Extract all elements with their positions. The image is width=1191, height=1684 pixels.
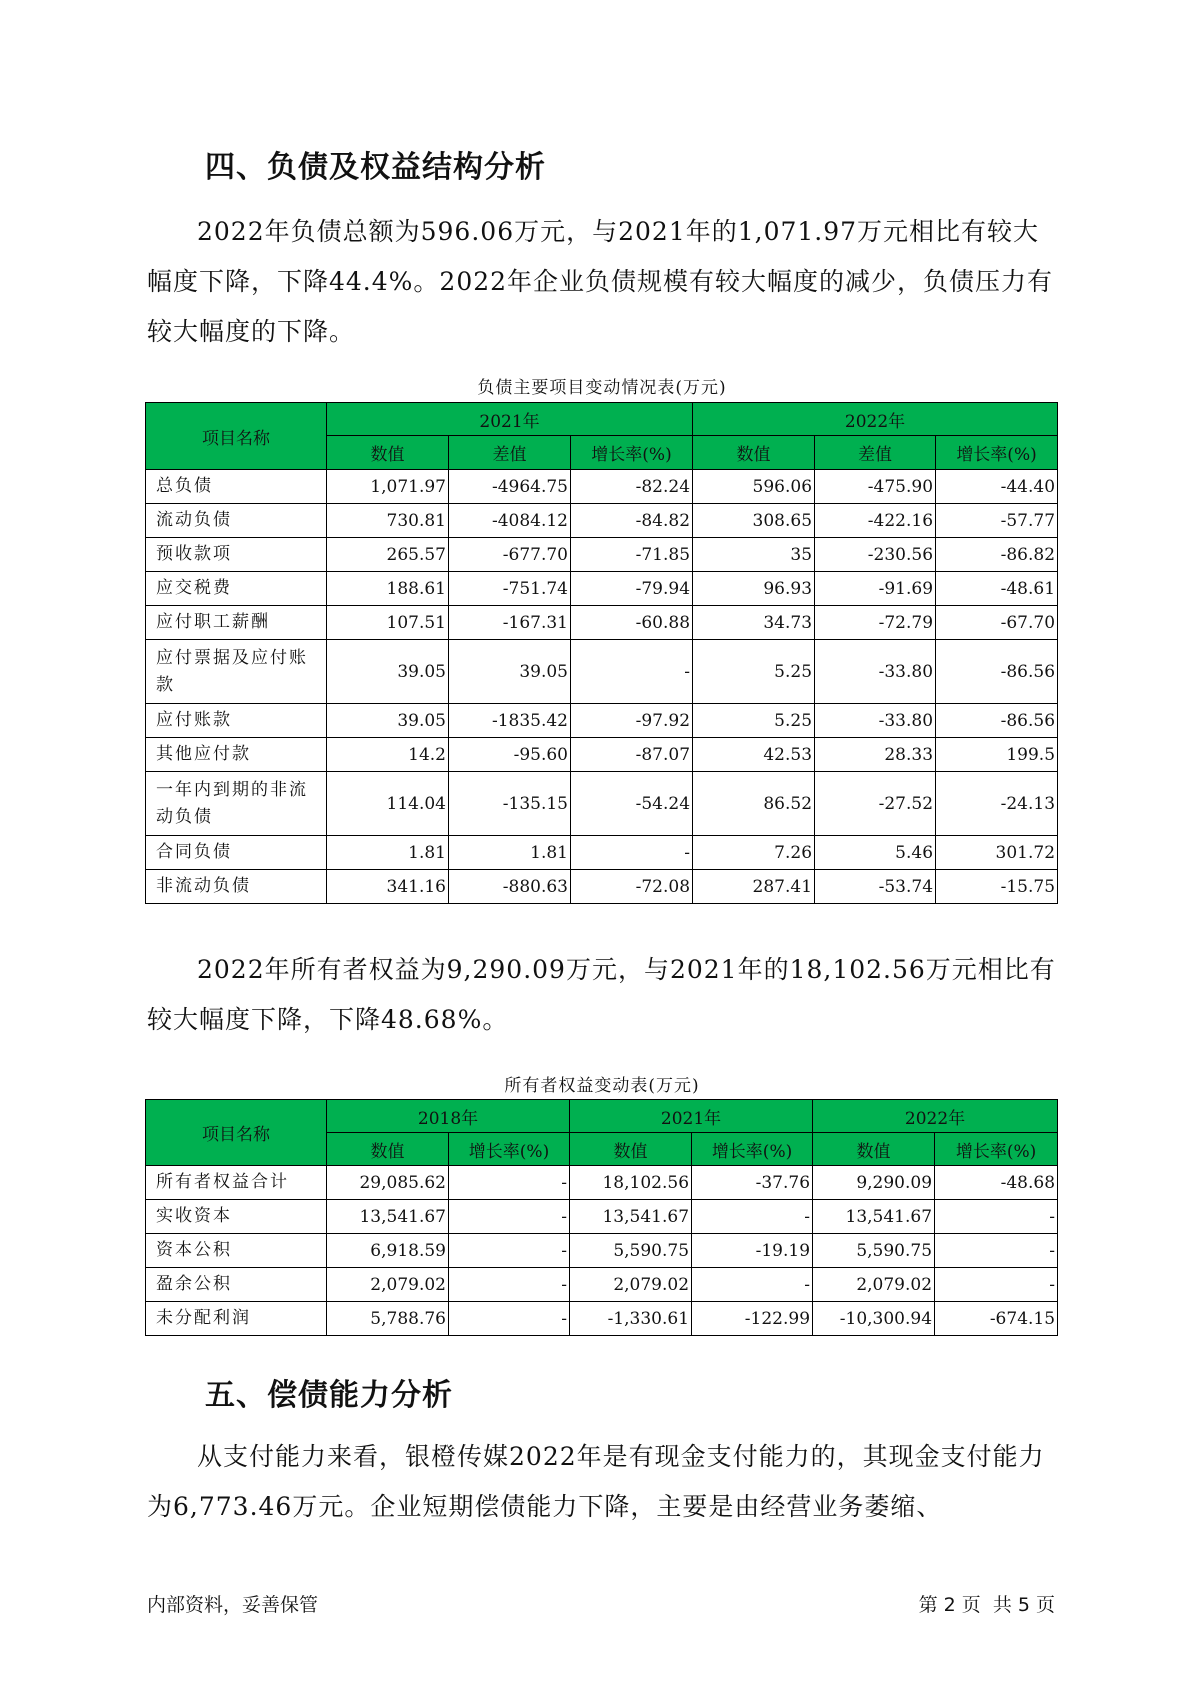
table-cell: -53.74 <box>815 870 936 904</box>
footer-confidential-note: 内部资料，妥善保管 <box>147 1594 319 1616</box>
table-cell: -1,330.61 <box>570 1302 692 1336</box>
table-cell: 5,788.76 <box>327 1302 449 1336</box>
table-cell: 7.26 <box>693 836 815 870</box>
table-cell: 5.25 <box>693 704 815 738</box>
row-label: 一年内到期的非流动负债 <box>146 772 327 836</box>
row-label: 应交税费 <box>146 572 327 606</box>
table-cell: -54.24 <box>571 772 693 836</box>
row-label: 总负债 <box>146 470 327 504</box>
table-row <box>146 1268 1058 1302</box>
table-cell: -57.77 <box>936 504 1058 538</box>
table-row <box>146 870 1058 904</box>
debt-subheader: 增长率(%) <box>571 436 693 470</box>
equity-year-header: 2018年 <box>327 1100 570 1133</box>
equity-item-header: 项目名称 <box>146 1100 327 1166</box>
table-cell: -880.63 <box>449 870 571 904</box>
table-cell: -230.56 <box>815 538 936 572</box>
table-cell: -33.80 <box>815 640 936 704</box>
table-cell: 107.51 <box>327 606 449 640</box>
table-cell: 13,541.67 <box>570 1200 692 1234</box>
paragraph-solvency: 从支付能力来看，银橙传媒2022年是有现金支付能力的，其现金支付能力为6,773.46万元。企业短期偿债能力下降，主要是由经营业务萎缩、 <box>147 1442 1045 1521</box>
table-cell: -10,300.94 <box>813 1302 935 1336</box>
table-cell: - <box>449 1268 570 1302</box>
table-cell: 265.57 <box>327 538 449 572</box>
table-cell: -84.82 <box>571 504 693 538</box>
table-cell: 596.06 <box>693 470 815 504</box>
table-cell: - <box>571 836 693 870</box>
table-cell: -751.74 <box>449 572 571 606</box>
table-cell: -167.31 <box>449 606 571 640</box>
table-cell: 13,541.67 <box>327 1200 449 1234</box>
table-cell: 18,102.56 <box>570 1166 692 1200</box>
row-label: 非流动负债 <box>146 870 327 904</box>
table-cell: -135.15 <box>449 772 571 836</box>
debt-subheader: 差值 <box>449 436 571 470</box>
table-cell: -86.56 <box>936 704 1058 738</box>
table-cell: - <box>449 1234 570 1268</box>
debt-subheader: 增长率(%) <box>936 436 1058 470</box>
debt-year-header: 2021年 <box>327 403 693 436</box>
table-cell: -48.61 <box>936 572 1058 606</box>
equity-subheader: 增长率(%) <box>935 1133 1058 1166</box>
table-row <box>146 1302 1058 1336</box>
row-label: 应付票据及应付账款 <box>146 640 327 704</box>
table-cell: 96.93 <box>693 572 815 606</box>
table-cell: -71.85 <box>571 538 693 572</box>
row-label: 应付职工薪酬 <box>146 606 327 640</box>
table-cell: 2,079.02 <box>327 1268 449 1302</box>
debt-subheader: 数值 <box>327 436 449 470</box>
table-cell: -91.69 <box>815 572 936 606</box>
equity-subheader: 数值 <box>813 1133 935 1166</box>
table-cell: 42.53 <box>693 738 815 772</box>
table-cell: 9,290.09 <box>813 1166 935 1200</box>
table-cell: -674.15 <box>935 1302 1058 1336</box>
table-cell: -4964.75 <box>449 470 571 504</box>
table-row <box>146 640 1058 704</box>
table-cell: 2,079.02 <box>813 1268 935 1302</box>
table-row <box>146 704 1058 738</box>
table-row <box>146 538 1058 572</box>
table-cell: -67.70 <box>936 606 1058 640</box>
table-cell: 13,541.67 <box>813 1200 935 1234</box>
table-cell: -82.24 <box>571 470 693 504</box>
table-cell: -24.13 <box>936 772 1058 836</box>
table-cell: -72.79 <box>815 606 936 640</box>
equity-year-header: 2021年 <box>570 1100 813 1133</box>
table-cell: 308.65 <box>693 504 815 538</box>
table-cell: 730.81 <box>327 504 449 538</box>
paragraph-debt-summary: 2022年负债总额为596.06万元，与2021年的1,071.97万元相比有较大幅度下降，下降44.4%。2022年企业负债规模有较大幅度的减少，负债压力有较大幅度的下降。 <box>147 217 1054 346</box>
debt-subheader: 差值 <box>815 436 936 470</box>
equity-subheader: 增长率(%) <box>692 1133 813 1166</box>
table-cell: -97.92 <box>571 704 693 738</box>
table-cell: 2,079.02 <box>570 1268 692 1302</box>
table-cell: 199.5 <box>936 738 1058 772</box>
section-heading-debt-equity: 四、负债及权益结构分析 <box>205 150 546 185</box>
debt-subheader: 数值 <box>693 436 815 470</box>
table-cell: -1835.42 <box>449 704 571 738</box>
table-cell: -95.60 <box>449 738 571 772</box>
table-cell: - <box>935 1200 1058 1234</box>
table-cell: - <box>935 1234 1058 1268</box>
table-cell: 39.05 <box>449 640 571 704</box>
table-cell: -422.16 <box>815 504 936 538</box>
table-cell: 5,590.75 <box>813 1234 935 1268</box>
table-cell: 341.16 <box>327 870 449 904</box>
row-label: 其他应付款 <box>146 738 327 772</box>
table-cell: 29,085.62 <box>327 1166 449 1200</box>
table-cell: -37.76 <box>692 1166 813 1200</box>
table-cell: -60.88 <box>571 606 693 640</box>
table-cell: 188.61 <box>327 572 449 606</box>
table-cell: 5,590.75 <box>570 1234 692 1268</box>
table-cell: -122.99 <box>692 1302 813 1336</box>
row-label: 资本公积 <box>146 1234 327 1268</box>
paragraph-equity-summary: 2022年所有者权益为9,290.09万元，与2021年的18,102.56万元相比有较大幅度下降，下降48.68%。 <box>147 955 1056 1034</box>
table-cell: - <box>571 640 693 704</box>
table-row <box>146 738 1058 772</box>
equity-table-caption: 所有者权益变动表(万元) <box>504 1076 700 1096</box>
table-cell: 1.81 <box>449 836 571 870</box>
table-row <box>146 572 1058 606</box>
debt-year-header: 2022年 <box>693 403 1058 436</box>
table-cell: -48.68 <box>935 1166 1058 1200</box>
table-cell: 34.73 <box>693 606 815 640</box>
equity-table <box>145 1099 1058 1336</box>
table-cell: 39.05 <box>327 640 449 704</box>
table-row <box>146 1166 1058 1200</box>
table-cell: 39.05 <box>327 704 449 738</box>
table-cell: -87.07 <box>571 738 693 772</box>
row-label: 实收资本 <box>146 1200 327 1234</box>
table-cell: - <box>692 1200 813 1234</box>
debt-table-caption: 负债主要项目变动情况表(万元) <box>477 378 727 398</box>
row-label: 盈余公积 <box>146 1268 327 1302</box>
table-cell: -72.08 <box>571 870 693 904</box>
table-cell: -44.40 <box>936 470 1058 504</box>
table-row <box>146 836 1058 870</box>
debt-item-header: 项目名称 <box>146 403 327 470</box>
row-label: 流动负债 <box>146 504 327 538</box>
table-cell: 35 <box>693 538 815 572</box>
table-cell: 1.81 <box>327 836 449 870</box>
table-cell: 1,071.97 <box>327 470 449 504</box>
table-cell: 287.41 <box>693 870 815 904</box>
table-cell: -79.94 <box>571 572 693 606</box>
table-cell: -19.19 <box>692 1234 813 1268</box>
row-label: 所有者权益合计 <box>146 1166 327 1200</box>
row-label: 预收款项 <box>146 538 327 572</box>
table-cell: -86.56 <box>936 640 1058 704</box>
table-cell: -27.52 <box>815 772 936 836</box>
table-row <box>146 1234 1058 1268</box>
table-cell: -86.82 <box>936 538 1058 572</box>
equity-year-header: 2022年 <box>813 1100 1058 1133</box>
table-cell: -475.90 <box>815 470 936 504</box>
table-cell: - <box>449 1200 570 1234</box>
table-row <box>146 1200 1058 1234</box>
table-cell: -677.70 <box>449 538 571 572</box>
table-cell: 28.33 <box>815 738 936 772</box>
debt-table <box>145 402 1058 904</box>
section-heading-solvency: 五、偿债能力分析 <box>205 1378 453 1413</box>
table-cell: 114.04 <box>327 772 449 836</box>
row-label: 应付账款 <box>146 704 327 738</box>
table-cell: -15.75 <box>936 870 1058 904</box>
table-cell: 86.52 <box>693 772 815 836</box>
row-label: 未分配利润 <box>146 1302 327 1336</box>
row-label: 合同负债 <box>146 836 327 870</box>
table-cell: - <box>449 1166 570 1200</box>
table-cell: - <box>449 1302 570 1336</box>
table-cell: 6,918.59 <box>327 1234 449 1268</box>
table-cell: - <box>692 1268 813 1302</box>
table-cell: 14.2 <box>327 738 449 772</box>
table-row <box>146 470 1058 504</box>
table-cell: -4084.12 <box>449 504 571 538</box>
table-cell: - <box>935 1268 1058 1302</box>
equity-subheader: 数值 <box>570 1133 692 1166</box>
equity-subheader: 数值 <box>327 1133 449 1166</box>
table-cell: 301.72 <box>936 836 1058 870</box>
table-cell: 5.25 <box>693 640 815 704</box>
equity-subheader: 增长率(%) <box>449 1133 570 1166</box>
footer-page-number: 第 2 页 共 5 页 <box>918 1594 1055 1616</box>
table-cell: 5.46 <box>815 836 936 870</box>
table-cell: -33.80 <box>815 704 936 738</box>
table-row <box>146 606 1058 640</box>
table-row <box>146 504 1058 538</box>
table-row <box>146 772 1058 836</box>
